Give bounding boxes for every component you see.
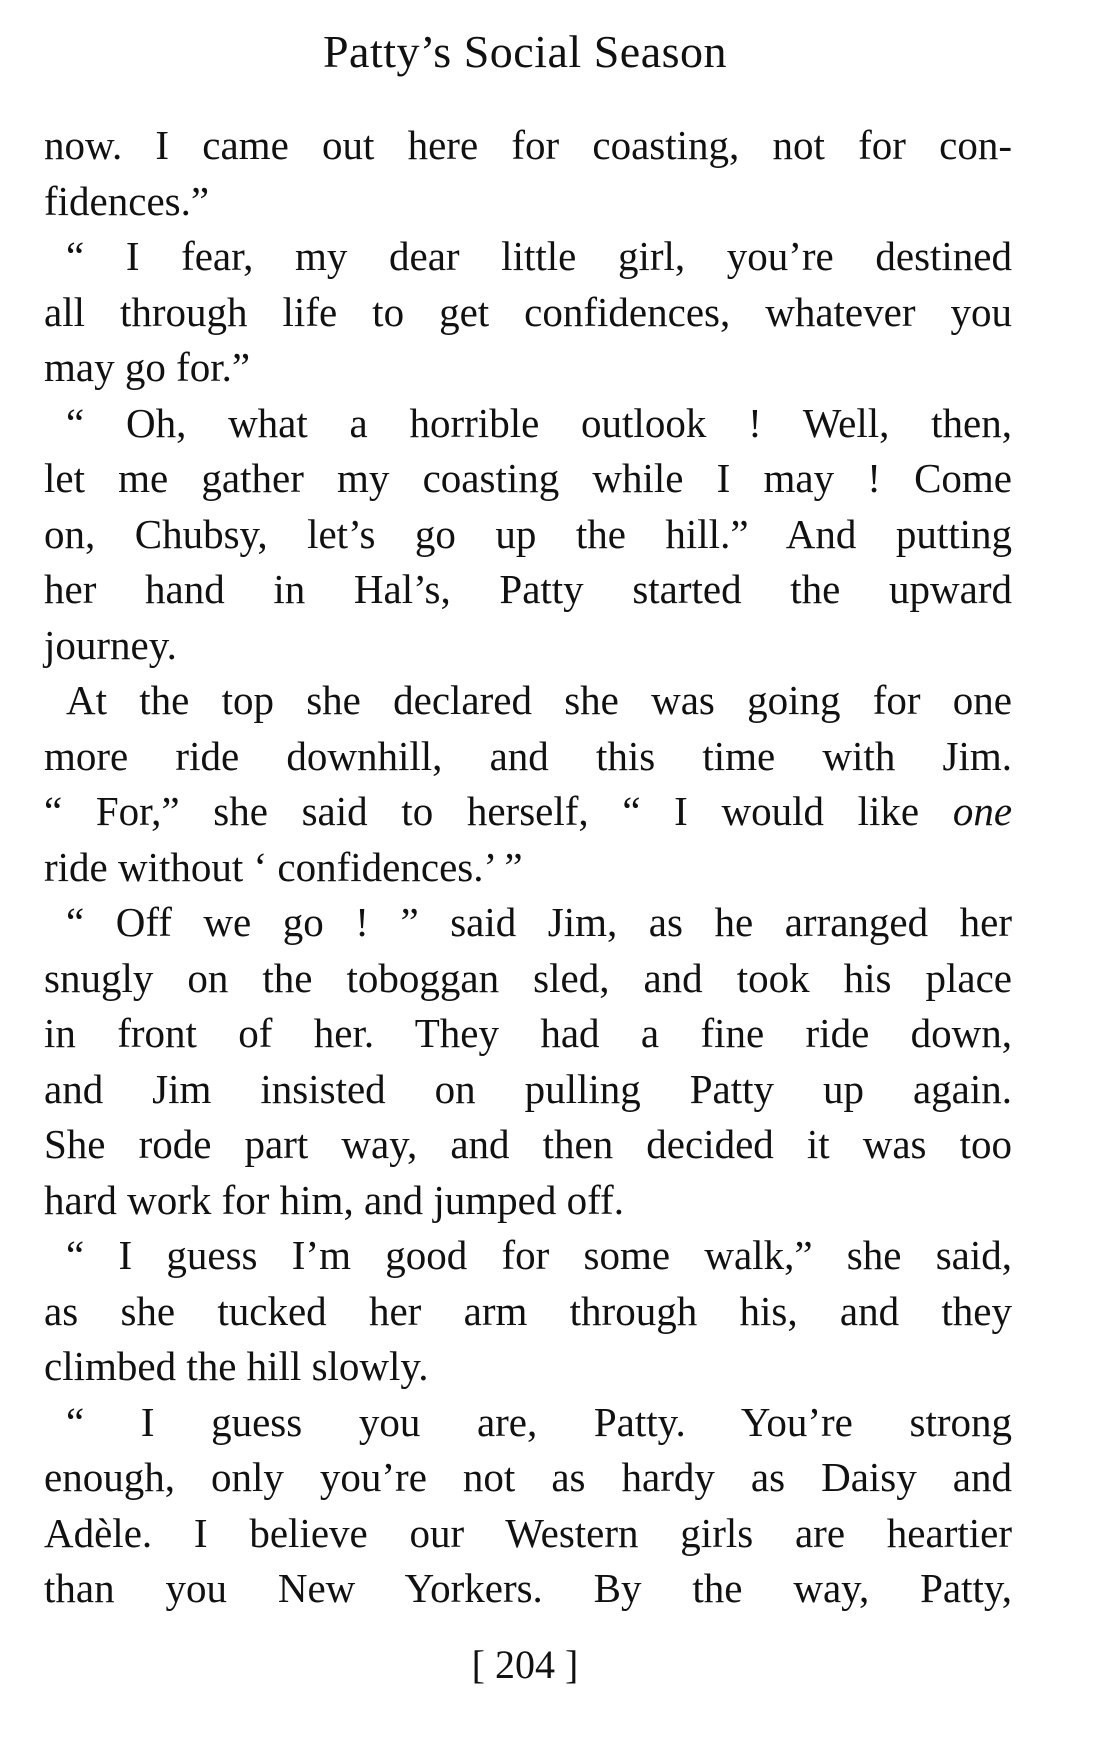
text-line: journey. xyxy=(44,621,177,668)
page-number: [ 204 ] xyxy=(471,1642,579,1687)
text-line: may go for.” xyxy=(44,344,251,390)
text-line: “ I fear, my dear little girl, you’re destined xyxy=(66,233,1012,279)
text-line: “ I guess I’m good for some walk,” she said, xyxy=(66,1232,1012,1278)
text-line xyxy=(44,784,1012,840)
text-line: let me gather my coasting while I may ! Come xyxy=(44,455,1012,501)
text-line: She rode part way, and then decided it was too xyxy=(44,1121,1012,1167)
text-line: climbed the hill slowly. xyxy=(44,1343,429,1389)
text-line: Adèle. I believe our Western girls are heartier xyxy=(44,1509,1012,1556)
text-line: hard work for him, and jumped off. xyxy=(44,1176,624,1223)
text-line: “ Off we go ! ” said Jim, as he arranged her xyxy=(66,899,1012,945)
text-line: enough, only you’re not as hardy as Daisy and xyxy=(44,1454,1012,1500)
emphasis-word: one xyxy=(952,788,1013,834)
text-line: in front of her. They had a fine ride down, xyxy=(44,1010,1012,1056)
text-line: At the top she declared she was going for one xyxy=(66,677,1012,723)
text-line: than you New Yorkers. By the way, Patty, xyxy=(44,1565,1012,1611)
text-line: as she tucked her arm through his, and they xyxy=(44,1287,1012,1334)
text-line: “ I guess you are, Patty. You’re strong xyxy=(66,1398,1012,1445)
text-line: now. I came out here for coasting, not for con- xyxy=(44,122,1012,168)
text-line: all through life to get confidences, whatever you xyxy=(44,288,1012,335)
text-line: and Jim insisted on pulling Patty up again. xyxy=(44,1065,1012,1112)
text-line: her hand in Hal’s, Patty started the upward xyxy=(44,566,1012,612)
running-title: Patty’s Social Season xyxy=(322,26,728,77)
text-line-segment: “ For,” she said to herself, “ I would like xyxy=(44,788,920,834)
text-line: more ride downhill, and this time with Jim. xyxy=(44,732,1012,779)
text-line: “ Oh, what a horrible outlook ! Well, then, xyxy=(66,399,1012,446)
body-text xyxy=(44,118,1012,1617)
text-line: on, Chubsy, let’s go up the hill.” And putting xyxy=(44,510,1012,557)
text-line: snugly on the toboggan sled, and took his place xyxy=(44,954,1012,1001)
text-line: fidences.” xyxy=(44,177,210,224)
text-line: ride without ‘ confidences.’ ” xyxy=(44,843,523,890)
